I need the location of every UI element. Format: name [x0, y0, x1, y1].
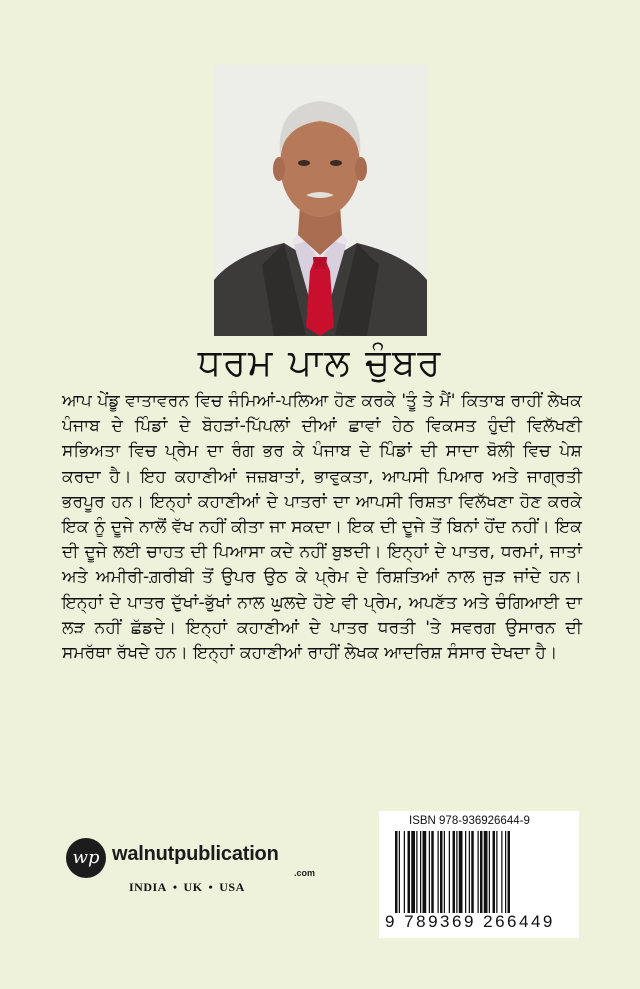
isbn-label: ISBN 978-936926644-9	[409, 815, 530, 827]
barcode-bar	[469, 831, 470, 913]
region-india: INDIA	[129, 880, 167, 894]
region-uk: UK	[183, 880, 203, 894]
region-separator: •	[208, 880, 214, 894]
region-separator: •	[172, 880, 178, 894]
barcode-bar	[478, 831, 479, 913]
barcode-bar	[480, 831, 483, 913]
barcode-bar	[408, 831, 411, 913]
barcode-bar	[453, 831, 456, 913]
barcode-bar	[449, 831, 450, 913]
publisher-name: walnutpublication	[112, 843, 279, 865]
barcode-bar	[444, 831, 445, 913]
barcode-bar	[395, 831, 398, 913]
barcode-bars-icon	[395, 831, 567, 913]
barcode-bar	[465, 831, 466, 913]
author-photo	[214, 65, 427, 336]
barcode-bar	[411, 831, 415, 913]
publisher-regions	[129, 880, 245, 895]
barcode-bar	[431, 831, 434, 913]
isbn-barcode	[379, 811, 579, 938]
author-portrait-icon	[214, 65, 427, 336]
barcode-bar	[440, 831, 443, 913]
walnut-logo-icon: wp	[66, 838, 106, 878]
barcode-bar	[423, 831, 427, 913]
barcode-bar	[501, 831, 502, 913]
publisher-domain: .com	[294, 868, 316, 878]
barcode-bar	[505, 831, 506, 913]
barcode-bar	[420, 831, 421, 913]
barcode-bar	[399, 831, 400, 913]
publisher-logo	[66, 838, 326, 878]
barcode-bar	[508, 831, 511, 913]
barcode-bar	[496, 831, 497, 913]
barcode-bar	[484, 831, 488, 913]
author-name: ਧਰਮ ਪਾਲ ਚੁੰਬਰ	[197, 341, 443, 384]
barcode-bar	[438, 831, 439, 913]
barcode-bar	[416, 831, 417, 913]
barcode-bar	[489, 831, 490, 913]
barcode-digits: 9 789369 266449	[385, 912, 555, 931]
barcode-bar	[471, 831, 474, 913]
barcode-bar	[404, 831, 405, 913]
barcode-bar	[456, 831, 457, 913]
author-bio: ਆਪ ਪੇਂਡੂ ਵਾਤਾਵਰਨ ਵਿਚ ਜੰਮਿਆਂ-ਪਲਿਆ ਹੋਣ ਕਰਕੇ 'ਤੂੰ ਤੇ ਮੈਂ' ਕਿਤਾਬ ਰਾਹੀਂ ਲੇਖਕ ਪੰਜਾਬ ਦੇ ਪਿੰਡਾਂ ਦੇ ਬੋਹੜਾਂ-ਪਿੱਪਲਾਂ ਦੀਆਂ ਛਾਵਾਂ ਹੇਠ ਵਿਕਸਤ ਹੁੰਦੀ ਵਿਲੱਖਣੀ ਸਭਿਅਤਾ ਵਿਚ ਪ੍ਰੇਮ ਦਾ ਰੰਗ ਭਰ ਕੇ ਪੰਜਾਬ ਦੇ ਪਿੰਡਾਂ ਦੀ ਸਾਦਾ ਬੋਲੀ ਵਿਚ ਪੇਸ਼ ਕਰਦਾ ਹੈ। ਇਹ ਕਹਾਣੀਆਂ ਜਜ਼ਬਾਤਾਂ, ਭਾਵੁਕਤਾ, ਆਪਸੀ ਪਿਆਰ ਅਤੇ ਜਾਗ੍ਰਤੀ ਭਰਪੂਰ ਹਨ। ਇਨ੍ਹਾਂ ਕਹਾਣੀਆਂ ਦੇ ਪਾਤਰਾਂ ਦਾ ਆਪਸੀ ਰਿਸ਼ਤਾ ਵਿਲੱਖਣਾ ਹੋਣ ਕਰਕੇ ਇਕ ਨੂੰ ਦੂਜੇ ਨਾਲੋਂ ਵੱਖ ਨਹੀਂ ਕੀਤਾ ਜਾ ਸਕਦਾ। ਇਕ ਦੀ ਦੂਜੇ ਤੋਂ ਬਿਨਾਂ ਹੋਂਦ ਨਹੀਂ। ਇਕ ਦੀ ਦੂਜੇ ਲਈ ਚਾਹਤ ਦੀ ਪਿਆਸਾ ਕਦੇ ਨਹੀਂ ਬੁਝਦੀ। ਇਨ੍ਹਾਂ ਦੇ ਪਾਤਰ, ਧਰਮਾਂ, ਜਾਤਾਂ ਅਤੇ ਅਮੀਰੀ-ਗ਼ਰੀਬੀ ਤੋਂ ਉਪਰ ਉਠ ਕੇ ਪ੍ਰੇਮ ਦੇ ਰਿਸ਼ਤਿਆਂ ਨਾਲ ਜੁੜ ਜਾਂਦੇ ਹਨ। ਇਨ੍ਹਾਂ ਦੇ ਪਾਤਰ ਦੁੱਖਾਂ-ਭੁੱਖਾਂ ਨਾਲ ਘੁਲਦੇ ਹੋਏ ਵੀ ਪ੍ਰੇਮ, ਅਪਣੱਤ ਅਤੇ ਚੰਗਿਆਈ ਦਾ ਲੜ ਨਹੀਂ ਛੱਡਦੇ। ਇਨ੍ਹਾਂ ਕਹਾਣੀਆਂ ਦੇ ਪਾਤਰ ਧਰਤੀ 'ਤੇ ਸਵਰਗ ਉਸਾਰਨ ਦੀ ਸਮਰੱਥਾ ਰੱਖਦੇ ਹਨ। ਇਨ੍ਹਾਂ ਕਹਾਣੀਆਂ ਰਾਹੀਂ ਲੇਖਕ ਆਦਰਿਸ਼ ਸੰਸਾਰ ਦੇਖਦਾ ਹੈ।	[62, 391, 582, 664]
barcode-bar	[429, 831, 430, 913]
barcode-bar	[493, 831, 496, 913]
barcode-bar	[459, 831, 463, 913]
region-usa: USA	[219, 880, 245, 894]
